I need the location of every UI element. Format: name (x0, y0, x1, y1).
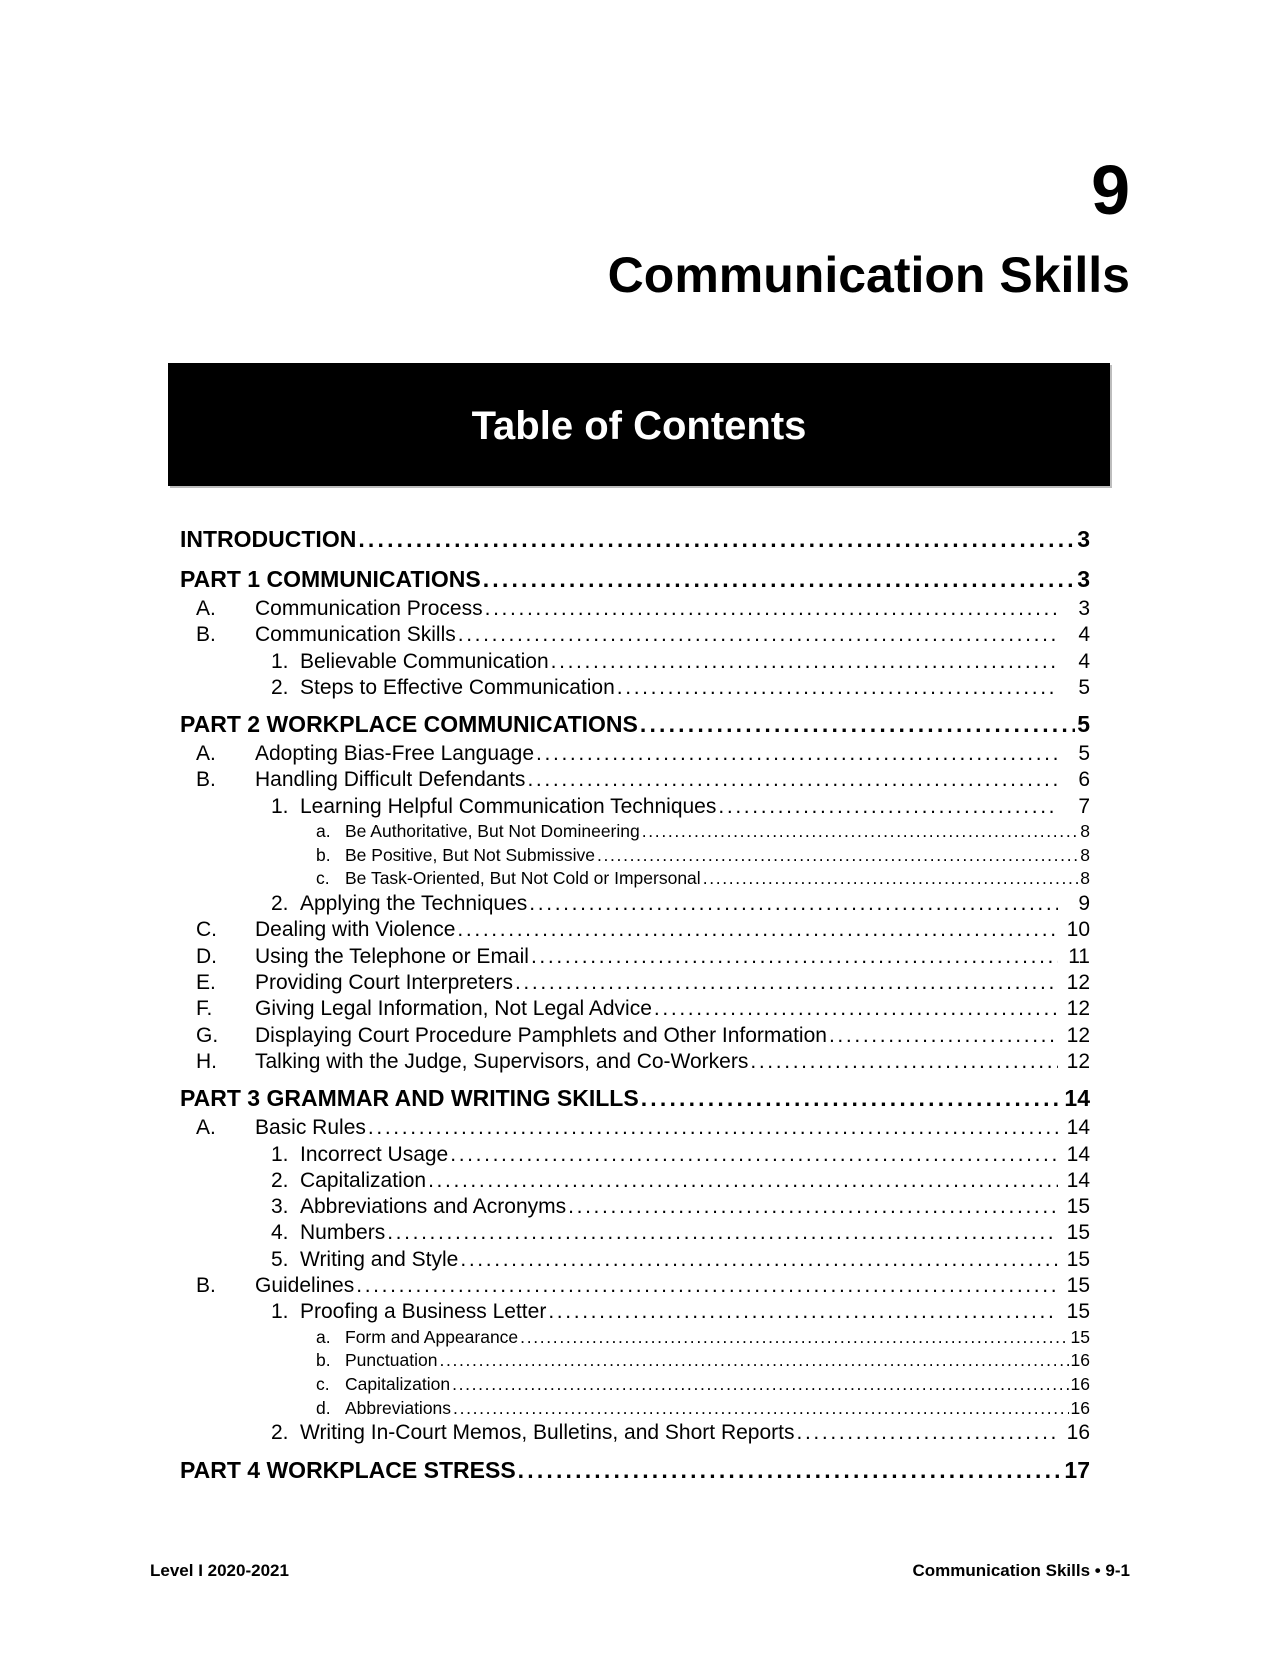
toc-entry-page-number: 4 (1078, 623, 1090, 647)
table-of-contents (180, 522, 1090, 1487)
toc-part-entry[interactable] (180, 707, 1090, 741)
toc-entry-label: Using the Telephone or Email (255, 944, 529, 968)
toc-entry-page-number: 7 (1078, 794, 1090, 818)
toc-entry-marker: B. (196, 1274, 216, 1297)
toc-entry-page-number: 12 (1066, 997, 1090, 1021)
toc-entry-label: Basic Rules (255, 1116, 366, 1140)
toc-entry-label: Applying the Techniques (300, 892, 528, 916)
toc-entry-label: Displaying Court Procedure Pamphlets and Other Information (255, 1023, 827, 1047)
toc-entry-label: Handling Difficult Defendants (255, 768, 526, 792)
toc-entry[interactable] (180, 1349, 1090, 1373)
toc-entry-marker: c. (316, 1373, 330, 1394)
dot-leader (568, 1194, 1058, 1220)
toc-entry-page-number: 8 (1080, 844, 1090, 865)
toc-entry-page-number: 5 (1078, 742, 1090, 766)
toc-entry-page-number: 12 (1066, 1049, 1090, 1073)
toc-entry-label: PART 2 WORKPLACE COMMUNICATIONS (180, 711, 638, 738)
dot-leader (356, 1273, 1058, 1299)
toc-entry-label: Communication Skills (255, 623, 456, 647)
toc-entry[interactable] (180, 767, 1090, 793)
dot-leader (515, 970, 1058, 996)
toc-entry-label: PART 3 GRAMMAR AND WRITING SKILLS (180, 1085, 639, 1112)
toc-entry[interactable] (180, 1168, 1090, 1194)
toc-entry-page-number: 14 (1064, 1085, 1090, 1112)
toc-entry-marker: 1. (271, 1142, 289, 1166)
toc-entry-page-number: 15 (1066, 1300, 1090, 1324)
toc-entry-marker: A. (196, 1116, 216, 1140)
toc-entry-marker: b. (316, 1350, 331, 1371)
chapter-title: Communication Skills (607, 247, 1130, 303)
toc-entry-page-number: 8 (1080, 821, 1090, 842)
dot-leader (458, 622, 1058, 648)
toc-entry-page-number: 3 (1077, 526, 1090, 552)
dot-leader (439, 1349, 1068, 1373)
toc-entry-marker: D. (196, 944, 217, 968)
toc-entry-page-number: 14 (1066, 1168, 1090, 1192)
dot-leader (551, 649, 1058, 675)
toc-entry-label: Learning Helpful Communication Techniques (300, 794, 717, 818)
toc-entry-page-number: 15 (1066, 1221, 1090, 1245)
toc-entry-marker: 4. (271, 1221, 289, 1245)
toc-part-entry[interactable] (180, 562, 1090, 596)
toc-entry-label: Dealing with Violence (255, 918, 456, 942)
dot-leader (453, 1397, 1068, 1421)
toc-entry[interactable] (180, 1142, 1090, 1168)
toc-part-entry[interactable] (180, 1081, 1090, 1115)
toc-entry[interactable] (180, 1023, 1090, 1049)
toc-entry[interactable] (180, 741, 1090, 767)
toc-entry-label: Believable Communication (300, 649, 549, 673)
toc-heading: Table of Contents (471, 404, 807, 448)
toc-entry-label: Punctuation (345, 1350, 438, 1371)
toc-entry-marker: A. (196, 742, 216, 766)
toc-entry[interactable] (180, 596, 1090, 622)
toc-entry-page-number: 16 (1070, 1397, 1090, 1418)
toc-entry[interactable] (180, 1220, 1090, 1246)
toc-entry[interactable] (180, 1273, 1090, 1299)
toc-entry-marker: 2. (271, 1421, 289, 1445)
toc-entry-label: Talking with the Judge, Supervisors, and Co-Workers (255, 1049, 749, 1073)
dot-leader (796, 1420, 1058, 1446)
toc-entry-label: Be Authoritative, But Not Domineering (345, 821, 640, 842)
dot-leader (654, 996, 1058, 1022)
toc-entry-marker: 2. (271, 675, 289, 699)
toc-entry-label: Communication Process (255, 597, 483, 620)
toc-entry[interactable] (180, 891, 1090, 917)
toc-entry-marker: 1. (271, 1300, 289, 1324)
toc-entry-marker: a. (316, 821, 331, 842)
toc-entry-marker: 2. (271, 1168, 289, 1192)
dot-leader (518, 1453, 1063, 1487)
toc-entry-page-number: 3 (1077, 566, 1090, 592)
toc-entry[interactable] (180, 1247, 1090, 1273)
toc-entry-label: Proofing a Business Letter (300, 1300, 547, 1324)
toc-entry-label: Incorrect Usage (300, 1142, 449, 1166)
toc-entry-marker: c. (316, 868, 330, 889)
toc-entry-marker: a. (316, 1326, 331, 1347)
toc-entry-label: PART 4 WORKPLACE STRESS (180, 1456, 516, 1483)
toc-entry-marker: B. (196, 768, 216, 792)
toc-entry[interactable] (180, 1373, 1090, 1397)
dot-leader (529, 891, 1058, 917)
footer-left: Level I 2020-2021 (150, 1561, 289, 1580)
toc-entry-page-number: 5 (1077, 711, 1090, 738)
toc-entry-marker: b. (316, 844, 331, 865)
toc-entry[interactable] (180, 1115, 1090, 1141)
toc-entry-marker: A. (196, 597, 216, 620)
dot-leader (640, 707, 1075, 741)
toc-entry-label: Abbreviations (345, 1397, 452, 1418)
dot-leader (358, 522, 1075, 556)
footer-right: Communication Skills • 9-1 (912, 1561, 1130, 1580)
toc-entry-page-number: 3 (1078, 597, 1090, 620)
toc-entry[interactable] (180, 867, 1090, 891)
toc-entry-marker: 2. (271, 892, 289, 916)
dot-leader (531, 944, 1058, 970)
toc-entry[interactable] (180, 996, 1090, 1022)
dot-leader (548, 1299, 1058, 1325)
dot-leader (387, 1220, 1058, 1246)
toc-entry-label: Steps to Effective Communication (300, 675, 615, 699)
toc-entry-label: Abbreviations and Acronyms (300, 1195, 567, 1219)
toc-entry-label: Giving Legal Information, Not Legal Advice (255, 997, 652, 1021)
toc-entry-page-number: 15 (1070, 1326, 1090, 1347)
toc-entry[interactable] (180, 649, 1090, 675)
toc-entry-page-number: 15 (1066, 1247, 1090, 1271)
toc-entry-label: Guidelines (255, 1274, 355, 1297)
toc-entry[interactable] (180, 1299, 1090, 1325)
dot-leader (641, 1081, 1063, 1115)
toc-entry[interactable] (180, 675, 1090, 701)
toc-entry-marker: 5. (271, 1247, 289, 1271)
dot-leader (536, 741, 1058, 767)
toc-entry-label: Numbers (300, 1221, 386, 1245)
dot-leader (642, 820, 1079, 844)
toc-entry[interactable] (180, 820, 1090, 844)
toc-entry[interactable] (180, 970, 1090, 996)
dot-leader (829, 1023, 1058, 1049)
toc-entry-label: Form and Appearance (345, 1326, 519, 1347)
toc-part-entry[interactable] (180, 1453, 1090, 1487)
toc-entry-page-number: 16 (1070, 1373, 1090, 1394)
toc-entry-page-number: 5 (1078, 675, 1090, 699)
toc-entry-page-number: 16 (1066, 1421, 1090, 1445)
dot-leader (457, 917, 1058, 943)
toc-banner (168, 363, 1110, 486)
toc-entry-label: Adopting Bias-Free Language (255, 742, 535, 766)
toc-part-entry[interactable] (180, 522, 1090, 556)
dot-leader (428, 1168, 1058, 1194)
toc-entry-label: Capitalization (300, 1168, 427, 1192)
toc-entry[interactable] (180, 622, 1090, 648)
toc-entry-page-number: 15 (1066, 1274, 1090, 1297)
toc-entry-marker: 1. (271, 649, 289, 673)
toc-entry-marker: B. (196, 623, 216, 647)
toc-entry-label: Be Positive, But Not Submissive (345, 844, 595, 865)
toc-entry-page-number: 14 (1066, 1116, 1090, 1140)
dot-leader (527, 767, 1058, 793)
toc-entry-label: Be Task-Oriented, But Not Cold or Impersonal (345, 868, 701, 889)
dot-leader (520, 1326, 1068, 1350)
toc-entry-label: Writing In-Court Memos, Bulletins, and Short Reports (300, 1421, 795, 1445)
dot-leader (485, 596, 1058, 622)
toc-entry[interactable] (180, 1420, 1090, 1446)
toc-entry-page-number: 12 (1066, 1023, 1090, 1047)
toc-entry-page-number: 9 (1078, 892, 1090, 916)
toc-entry-page-number: 8 (1080, 868, 1090, 889)
toc-entry-page-number: 15 (1066, 1195, 1090, 1219)
dot-leader (597, 844, 1078, 868)
dot-leader (450, 1142, 1058, 1168)
dot-leader (460, 1247, 1058, 1273)
toc-entry[interactable] (180, 944, 1090, 970)
toc-entry-page-number: 6 (1078, 768, 1090, 792)
toc-entry-marker: 3. (271, 1195, 289, 1219)
dot-leader (718, 794, 1058, 820)
dot-leader (368, 1115, 1058, 1141)
toc-entry[interactable] (180, 794, 1090, 820)
toc-entry-page-number: 12 (1066, 971, 1090, 995)
toc-entry-marker: C. (196, 918, 217, 942)
toc-entry-label: PART 1 COMMUNICATIONS (180, 566, 481, 592)
toc-entry-page-number: 10 (1066, 918, 1090, 942)
toc-entry[interactable] (180, 1326, 1090, 1350)
dot-leader (452, 1373, 1068, 1397)
dot-leader (750, 1049, 1058, 1075)
toc-entry[interactable] (180, 1397, 1090, 1421)
toc-entry-label: Capitalization (345, 1373, 451, 1394)
toc-entry[interactable] (180, 844, 1090, 868)
dot-leader (483, 562, 1076, 596)
toc-entry[interactable] (180, 917, 1090, 943)
toc-entry-marker: 1. (271, 794, 289, 818)
toc-entry-page-number: 16 (1070, 1350, 1090, 1371)
toc-entry-page-number: 11 (1068, 944, 1090, 968)
toc-entry-marker: F. (196, 997, 213, 1021)
toc-entry-label: Writing and Style (300, 1247, 459, 1271)
toc-entry-marker: E. (196, 971, 216, 995)
toc-entry-page-number: 14 (1066, 1142, 1090, 1166)
toc-entry-label: INTRODUCTION (180, 526, 357, 552)
toc-entry-marker: d. (316, 1397, 331, 1418)
toc-entry[interactable] (180, 1049, 1090, 1075)
toc-entry-label: Providing Court Interpreters (255, 971, 513, 995)
dot-leader (617, 675, 1058, 701)
toc-entry-marker: H. (196, 1049, 217, 1073)
toc-entry-marker: G. (196, 1023, 219, 1047)
toc-entry-page-number: 17 (1064, 1456, 1090, 1483)
chapter-number: 9 (1091, 151, 1130, 229)
dot-leader (703, 867, 1079, 891)
toc-entry[interactable] (180, 1194, 1090, 1220)
toc-entry-page-number: 4 (1078, 649, 1090, 673)
